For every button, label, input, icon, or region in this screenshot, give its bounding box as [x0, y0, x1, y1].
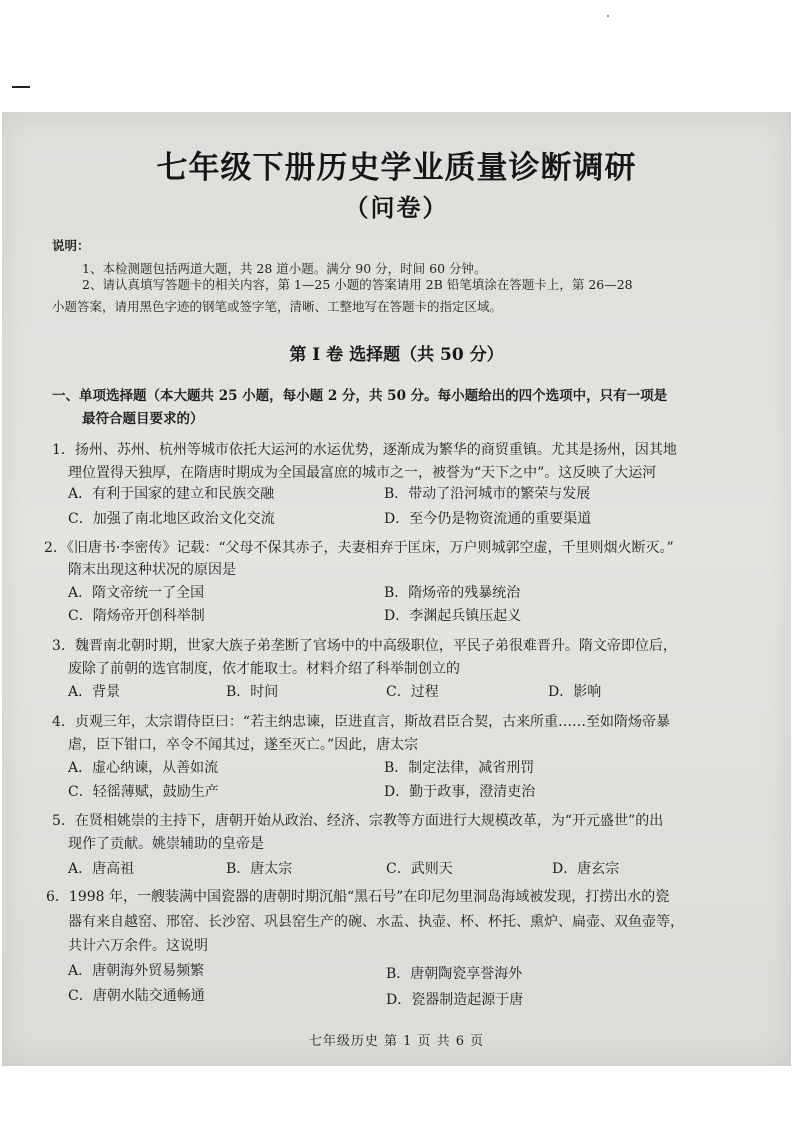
- question-1-option-c: C．加强了南北地区政治文化交流: [68, 511, 275, 527]
- question-5-option-c: C．武则天: [386, 861, 453, 877]
- scan-speck: [607, 15, 609, 17]
- exam-subtitle: （问卷）: [344, 193, 449, 222]
- exam-paper-scan: [2, 112, 791, 1066]
- instruction-1: 1、本检测题包括两道大题，共 28 道小题。满分 90 分，时间 60 分钟。: [82, 261, 487, 276]
- question-3-option-c: C．过程: [386, 684, 439, 700]
- question-6-line-1: 6．1998 年，一艘装满中国瓷器的唐朝时期沉船“黑石号”在印尼勿里洞岛海域被发现，打捞出水的瓷: [46, 889, 670, 905]
- question-2-option-d: D．李渊起兵镇压起义: [384, 608, 522, 624]
- question-4-option-c: C．轻徭薄赋，鼓励生产: [68, 784, 219, 800]
- instructions-label: 说明：: [52, 238, 90, 253]
- question-5-line-2: 现作了贡献。姚崇辅助的皇帝是: [68, 836, 264, 852]
- question-4-option-b: B．制定法律，减省刑罚: [384, 760, 535, 776]
- question-1-option-b: B．带动了沿河城市的繁荣与发展: [384, 486, 591, 502]
- question-5-option-b: B．唐太宗: [226, 861, 293, 877]
- part-heading: 一、单项选择题（本大题共 25 小题，每小题 2 分，共 50 分。每小题给出的四个选项中，只有一项是: [52, 388, 668, 404]
- question-5-option-a: A．唐高祖: [68, 861, 135, 877]
- question-3-option-a: A．背景: [68, 684, 121, 700]
- question-2-option-a: A．隋文帝统一了全国: [68, 585, 205, 601]
- part-heading-cont: 最符合题目要求的）: [82, 411, 204, 427]
- question-5-option-d: D．唐玄宗: [552, 861, 620, 877]
- question-1-line-2: 理位置得天独厚，在隋唐时期成为全国最富庶的城市之一，被誉为“天下之中”。这反映了大运河: [68, 465, 657, 481]
- question-4-option-d: D．勤于政事，澄清吏治: [384, 784, 536, 800]
- question-6-option-d: D．瓷器制造起源于唐: [386, 992, 524, 1008]
- question-1-option-a: A．有利于国家的建立和民族交融: [68, 486, 275, 502]
- question-1-option-d: D．至今仍是物资流通的重要渠道: [384, 511, 592, 527]
- question-6-option-b: B．唐朝陶瓷享誉海外: [386, 966, 523, 982]
- question-3-line-2: 废除了前朝的选官制度，依才能取士。材料介绍了科举制创立的: [68, 661, 460, 677]
- page-footer: 七年级历史 第 1 页 共 6 页: [308, 1034, 485, 1049]
- question-5-line-1: 5．在贤相姚崇的主持下，唐朝开始从政治、经济、宗教等方面进行大规模改革，为“开元盛世”的出: [52, 813, 664, 829]
- instruction-2: 2、请认真填写答题卡的相关内容，第 1—25 小题的答案请用 2B 铅笔填涂在答题卡上，第 26—28: [82, 277, 633, 292]
- question-2-line-2: 隋末出现这种状况的原因是: [68, 562, 236, 578]
- question-6-line-2: 器有来自越窑、邢窑、长沙窑、巩县窑生产的碗、水盂、执壶、杯、杯托、熏炉、扁壶、双鱼壶等，: [68, 914, 684, 930]
- section-title: 第 Ⅰ 卷 选择题（共 50 分）: [289, 345, 504, 365]
- question-3-option-d: D．影响: [548, 684, 602, 700]
- question-3-line-1: 3．魏晋南北朝时期，世家大族子弟垄断了官场中的中高级职位，平民子弟很难晋升。隋文帝即位后，: [52, 638, 677, 654]
- question-6-option-c: C．唐朝水陆交通畅通: [68, 988, 205, 1004]
- question-6-line-3: 共计六万余件。这说明: [68, 938, 208, 954]
- question-2-option-c: C．隋炀帝开创科举制: [68, 608, 205, 624]
- question-6-option-a: A．唐朝海外贸易频繁: [68, 963, 205, 979]
- page-mark-dash: [12, 86, 30, 88]
- question-1-line-1: 1．扬州、苏州、杭州等城市依托大运河的水运优势，逐渐成为繁华的商贸重镇。尤其是扬州，因其地: [52, 442, 677, 458]
- question-2-line-1: 2．《旧唐书·李密传》记载：“父母不保其赤子，夫妻相弃于匡床，万户则城郭空虚，千里则烟火断灭。”: [44, 540, 674, 556]
- question-4-line-2: 虐，臣下钳口，卒令不闻其过，遂至灭亡。”因此，唐太宗: [68, 737, 419, 753]
- question-4-option-a: A．虚心纳谏，从善如流: [68, 760, 219, 776]
- exam-title: 七年级下册历史学业质量诊断调研: [156, 150, 637, 186]
- question-4-line-1: 4．贞观三年，太宗谓侍臣曰：“若主纳忠谏，臣进直言，斯故君臣合契，古来所重……至如隋炀帝暴: [52, 714, 671, 730]
- question-3-option-b: B．时间: [226, 684, 279, 700]
- question-2-option-b: B．隋炀帝的残暴统治: [384, 585, 521, 601]
- instruction-2-cont: 小题答案，请用黑色字迹的钢笔或签字笔，清晰、工整地写在答题卡的指定区域。: [52, 299, 503, 314]
